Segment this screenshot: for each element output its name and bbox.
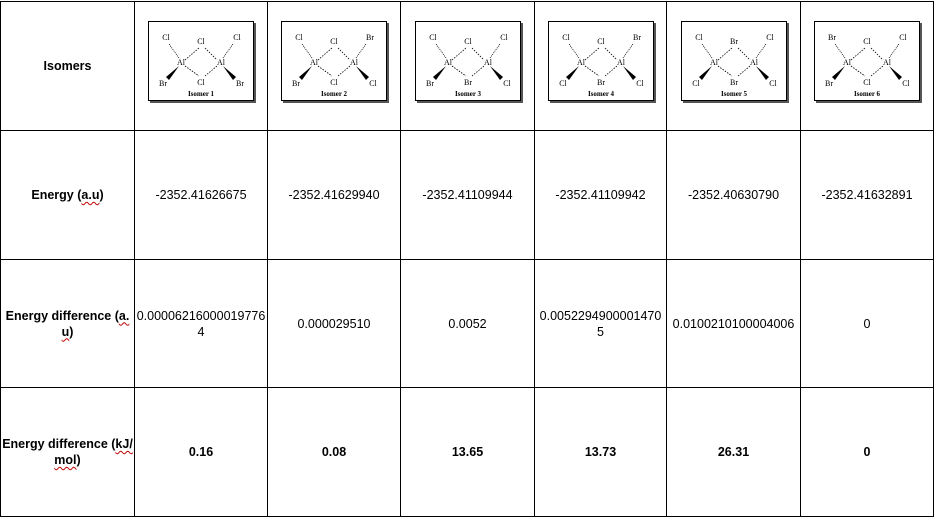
isomer-caption: Isomer 3 (454, 90, 481, 98)
energy-diff-au-cell: 0.0100210100004006 (667, 260, 801, 388)
energy-cell: -2352.41629940 (268, 131, 401, 260)
bridging-bond (318, 48, 332, 60)
atom-label: Cl (765, 33, 774, 42)
atom-label: Cl (295, 33, 303, 42)
wedge-bond (832, 66, 845, 80)
bridging-bond (871, 48, 883, 60)
atom-label: Al (749, 58, 758, 67)
isomer-energy-table (0, 1, 934, 517)
energy-cell: -2352.41632891 (801, 131, 934, 260)
terminal-bond (436, 44, 446, 58)
atom-label: Al (177, 58, 185, 67)
bridging-bond (205, 48, 217, 60)
atom-label: Br (632, 33, 641, 42)
atom-label: Al (709, 58, 718, 67)
wedge-bond (623, 66, 636, 80)
energy-diff-au-cell: 0 (801, 260, 934, 388)
isomer-structure-svg (282, 22, 386, 100)
atom-label: Cl (502, 79, 511, 88)
energy-diff-au-cell: 0.000062160000197764 (135, 260, 268, 388)
isomer-cell (667, 2, 801, 131)
bridging-bond (472, 48, 484, 60)
isomer-structure-svg (549, 22, 653, 100)
isomer-caption: Isomer 5 (720, 90, 747, 98)
isomer-structure-figure (548, 21, 654, 101)
atom-label: Cl (635, 79, 644, 88)
isomer-structure-svg (682, 22, 786, 100)
bridging-bond (738, 48, 750, 60)
isomer-structure-figure (281, 21, 387, 101)
atom-label: Cl (463, 37, 472, 46)
atom-label: Al (576, 58, 585, 67)
isomer-cell (801, 2, 934, 131)
bridging-bond (718, 48, 732, 60)
atom-label: Cl (428, 33, 437, 42)
atom-label: Cl (596, 37, 605, 46)
bridging-bond (851, 48, 865, 60)
terminal-bond (490, 44, 500, 58)
bridging-bond (738, 66, 750, 76)
energy-diff-kj-cell: 0 (801, 388, 934, 517)
terminal-bond (169, 44, 179, 58)
isomer-structure-figure (415, 21, 521, 101)
bridging-bond (318, 66, 332, 76)
terminal-bond (223, 44, 233, 58)
atom-label: Cl (233, 33, 241, 42)
atom-label: Al (443, 58, 452, 67)
bridging-bond (472, 66, 484, 76)
isomer-structure-figure (814, 21, 920, 101)
atom-label: Al (310, 58, 318, 67)
bridging-bond (605, 66, 617, 76)
isomer-cell (135, 2, 268, 131)
atom-label: Al (616, 58, 625, 67)
atom-label: Cl (694, 33, 703, 42)
atom-label: Cl (499, 33, 508, 42)
bridging-bond (871, 66, 883, 76)
atom-label: Br (729, 37, 738, 46)
energy-diff-kj-cell: 0.08 (268, 388, 401, 517)
bridging-bond (452, 48, 466, 60)
bridging-bond (585, 48, 599, 60)
wedge-bond (356, 66, 369, 80)
atom-label: Br (292, 79, 300, 88)
atom-label: Br (366, 33, 374, 42)
bridging-bond (585, 66, 599, 76)
atom-label: Al (883, 58, 891, 67)
atom-label: Cl (369, 79, 377, 88)
terminal-bond (623, 44, 633, 58)
bridging-bond (338, 66, 350, 76)
atom-label: Cl (691, 79, 700, 88)
atom-label: Br (825, 79, 833, 88)
atom-label: Br (425, 79, 434, 88)
atom-label: Cl (863, 37, 871, 46)
isomer-caption: Isomer 6 (853, 90, 881, 98)
row-header-energy-difference-au: Energy difference (a.u) (1, 260, 135, 388)
energy-row (1, 131, 934, 260)
row-header-energy-difference-kj: Energy difference (kJ/mol) (1, 388, 135, 517)
isomer-cell (535, 2, 667, 131)
energy-cell: -2352.41626675 (135, 131, 268, 260)
bridging-bond (205, 66, 217, 76)
terminal-bond (569, 44, 579, 58)
energy-diff-au-cell: 0.0052294900001470 5 (535, 260, 667, 388)
energy-difference-au-row (1, 260, 934, 388)
wedge-bond (699, 66, 712, 80)
wedge-bond (223, 66, 236, 80)
wedge-bond (566, 66, 579, 80)
atom-label: Cl (902, 79, 910, 88)
isomer-structure-figure (681, 21, 787, 101)
bridging-bond (452, 66, 466, 76)
energy-cell: -2352.41109942 (535, 131, 667, 260)
terminal-bond (835, 44, 845, 58)
atom-label: Cl (197, 78, 205, 87)
atom-label: Cl (863, 78, 871, 87)
terminal-bond (302, 44, 312, 58)
energy-diff-kj-cell: 26.31 (667, 388, 801, 517)
bridging-bond (185, 48, 199, 60)
atom-label: Cl (162, 33, 170, 42)
atom-label: Cl (330, 78, 338, 87)
isomer-structure-svg (815, 22, 919, 100)
energy-cell: -2352.41109944 (401, 131, 535, 260)
atom-label: Cl (330, 37, 338, 46)
wedge-bond (889, 66, 902, 80)
isomer-caption: Isomer 4 (587, 90, 614, 98)
atom-label: Cl (558, 79, 567, 88)
energy-diff-au-cell: 0.0052 (401, 260, 535, 388)
isomer-structure-svg (416, 22, 520, 100)
bridging-bond (851, 66, 865, 76)
energy-difference-kj-row (1, 388, 934, 517)
energy-cell: -2352.40630790 (667, 131, 801, 260)
atom-label: Al (217, 58, 225, 67)
atom-label: Br (236, 79, 244, 88)
energy-diff-kj-cell: 13.73 (535, 388, 667, 517)
isomers-row (1, 2, 934, 131)
atom-label: Cl (899, 33, 907, 42)
atom-label: Br (159, 79, 167, 88)
energy-diff-kj-cell: 13.65 (401, 388, 535, 517)
atom-label: Al (843, 58, 851, 67)
atom-label: Br (828, 33, 836, 42)
terminal-bond (889, 44, 899, 58)
wedge-bond (299, 66, 312, 80)
isomer-cell (268, 2, 401, 131)
wedge-bond (756, 66, 769, 80)
energy-diff-kj-cell: 0.16 (135, 388, 268, 517)
isomer-caption: Isomer 2 (320, 90, 348, 98)
bridging-bond (718, 66, 732, 76)
bridging-bond (605, 48, 617, 60)
terminal-bond (356, 44, 366, 58)
atom-label: Al (350, 58, 358, 67)
atom-label: Al (483, 58, 492, 67)
atom-label: Br (729, 78, 738, 87)
isomer-cell (401, 2, 535, 131)
terminal-bond (702, 44, 712, 58)
isomer-structure-figure (148, 21, 254, 101)
bridging-bond (338, 48, 350, 60)
isomer-caption: Isomer 1 (187, 90, 215, 98)
atom-label: Cl (197, 37, 205, 46)
energy-diff-au-cell: 0.000029510 (268, 260, 401, 388)
atom-label: Br (463, 78, 472, 87)
wedge-bond (166, 66, 179, 80)
wedge-bond (433, 66, 446, 80)
row-header-isomers: Isomers (1, 2, 135, 131)
isomer-structure-svg (149, 22, 253, 100)
atom-label: Br (596, 78, 605, 87)
atom-label: Cl (768, 79, 777, 88)
row-header-energy: Energy (a.u) (1, 131, 135, 260)
atom-label: Cl (561, 33, 570, 42)
wedge-bond (490, 66, 503, 80)
bridging-bond (185, 66, 199, 76)
terminal-bond (756, 44, 766, 58)
